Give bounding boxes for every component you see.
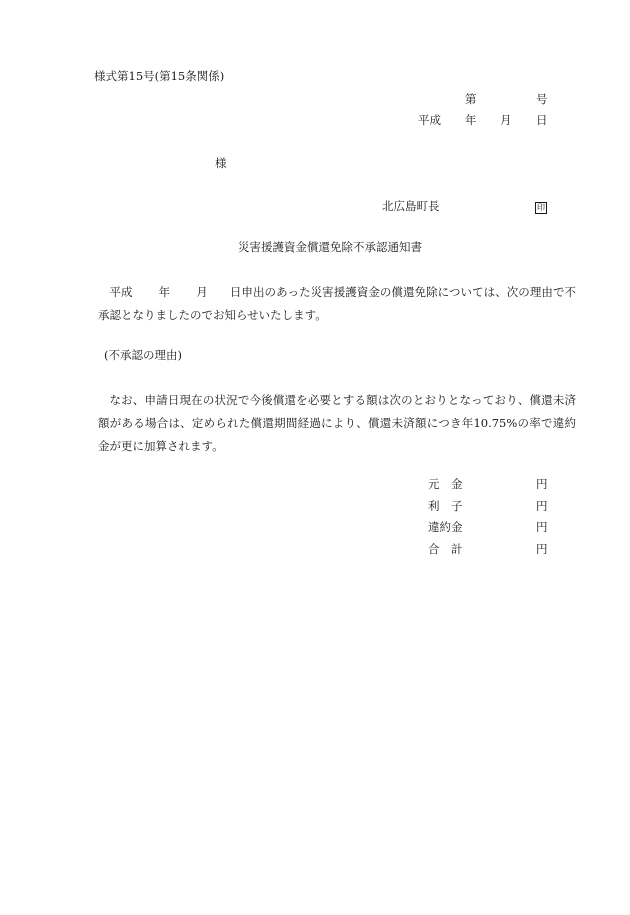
amount-label-penalty: 違約金 bbox=[428, 520, 463, 534]
document-number-suffix: 号 bbox=[536, 92, 548, 106]
document-title: 災害援護資金償還免除不承認通知書 bbox=[238, 240, 422, 254]
body-year: 年 bbox=[158, 285, 171, 299]
penalty-paragraph: なお、申請日現在の状況で今後償還を必要とする額は次のとおりとなっており、償還未済額がある場合は、定められた償還期間経過により、償還未済額につき年10.75%の率で違約金が更に加算されます。 bbox=[98, 393, 576, 453]
amount-label-interest: 利 子 bbox=[428, 499, 463, 513]
amount-unit: 円 bbox=[536, 542, 548, 556]
reason-heading: (不承認の理由) bbox=[104, 348, 182, 362]
sender-title: 北広島町長 bbox=[382, 199, 440, 213]
seal-mark bbox=[535, 198, 547, 214]
body-text: 日申出のあった災害援護資金の償還免除については、次の理由で不承認となりましたのでお知らせいたします。 bbox=[98, 285, 577, 322]
amount-label-principal: 元 金 bbox=[428, 477, 463, 491]
amount-unit: 円 bbox=[536, 477, 548, 491]
notification-paragraph bbox=[98, 281, 576, 327]
form-number-label: 様式第15号(第15条関係) bbox=[94, 69, 225, 83]
body-era: 平成 bbox=[109, 285, 133, 299]
date-era: 平成 bbox=[418, 113, 441, 127]
addressee-suffix: 様 bbox=[215, 156, 227, 170]
document-number-prefix: 第 bbox=[465, 92, 477, 106]
date-month: 月 bbox=[500, 113, 512, 127]
amount-unit: 円 bbox=[536, 499, 548, 513]
date-year: 年 bbox=[465, 113, 477, 127]
seal-icon: 印 bbox=[537, 203, 545, 212]
amount-label-total: 合 計 bbox=[428, 542, 463, 556]
amount-unit: 円 bbox=[536, 520, 548, 534]
body-month: 月 bbox=[196, 285, 208, 299]
date-day: 日 bbox=[536, 113, 548, 127]
